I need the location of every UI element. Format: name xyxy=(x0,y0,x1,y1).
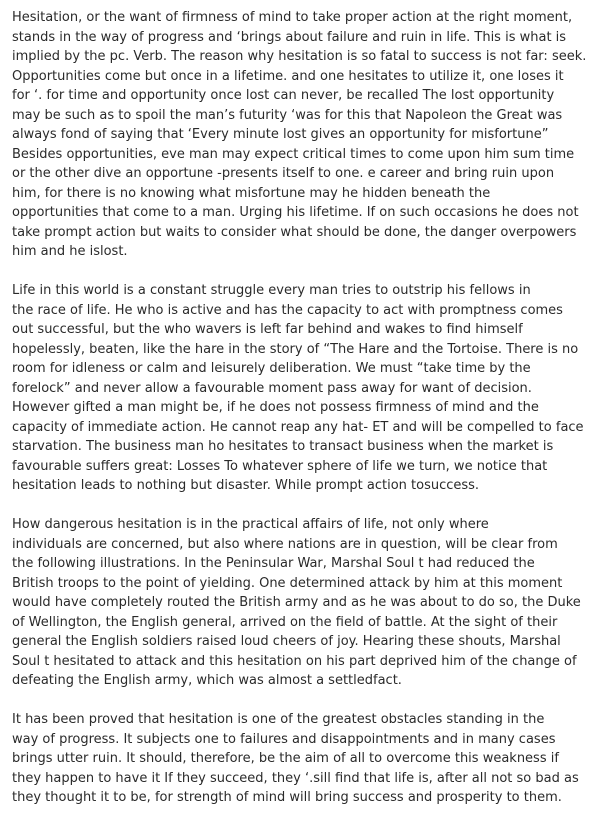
text-line: him, for there is no knowing what misfortune may he hidden beneath the xyxy=(12,185,491,201)
text-line: Besides opportunities, eve man may expect critical times to come upon him sum time xyxy=(12,146,575,162)
text-line: or the other dive an opportune -presents itself to one. e career and bring ruin upon xyxy=(12,166,555,181)
text-line: opportunities that come to a man. Urging his lifetime. If on such occasions he does not xyxy=(12,205,579,220)
text-line: individuals are concerned, but also where nations are in question, will be clear from xyxy=(12,536,558,552)
text-line: How dangerous hesitation is in the practical affairs of life, not only where xyxy=(12,517,489,532)
paragraph-2 xyxy=(12,281,588,496)
text-line: the following illustrations. In the Peninsular War, Marshal Soul t had reduced the xyxy=(12,556,535,571)
text-line: hesitation leads to nothing but disaster. While prompt action tosuccess. xyxy=(12,478,480,493)
text-line: capacity of immediate action. He cannot reap any hat- ET and will be compelled to face xyxy=(12,419,584,435)
text-line: British troops to the point of yielding. One determined attack by him at this moment xyxy=(12,575,563,591)
paragraph-1 xyxy=(12,8,588,262)
text-line: out successful, but the who wavers is left far behind and wakes to find himself xyxy=(12,322,523,337)
text-line: always fond of saying that ‘Every minute lost gives an opportunity for misfortune” xyxy=(12,127,549,142)
text-line: Opportunities come but once in a lifetime. and one hesitates to utilize it, one loses it xyxy=(12,68,564,84)
text-line: they thought it to be, for strength of mind will bring success and prosperity to them. xyxy=(12,790,562,805)
text-line: the race of life. He who is active and has the capacity to act with promptness comes xyxy=(12,302,563,318)
text-line: It has been proved that hesitation is one of the greatest obstacles standing in the xyxy=(12,712,545,727)
text-line: However gifted a man might be, if he does not possess firmness of mind and the xyxy=(12,400,539,415)
text-line: starvation. The business man ho hesitates to transact business when the market is xyxy=(12,439,554,454)
text-line: him and he islost. xyxy=(12,244,128,259)
text-line: brings utter ruin. It should, therefore, be the aim of all to overcome this weakness if xyxy=(12,751,559,766)
text-line: defeating the English army, which was almost a settledfact. xyxy=(12,673,402,688)
text-line: may be such as to spoil the man’s futurity ‘was for this that Napoleon the Great was xyxy=(12,107,563,123)
text-line: hopelessly, beaten, like the hare in the story of “The Hare and the Tortoise. There is no xyxy=(12,341,579,357)
paragraph-4 xyxy=(12,710,588,808)
text-line: Life in this world is a constant struggle every man tries to outstrip his fellows in xyxy=(12,283,531,298)
text-line: implied by the pc. Verb. The reason why hesitation is so fatal to success is not far: seek. xyxy=(12,49,587,64)
text-line: Soul t hesitated to attack and this hesitation on his part deprived him of the change of xyxy=(12,653,577,669)
text-line: general the English soldiers raised loud cheers of joy. Hearing these shouts, Marshal xyxy=(12,634,561,649)
text-line: forelock” and never allow a favourable moment pass away for want of decision. xyxy=(12,380,532,396)
text-line: would have completely routed the British army and as he was about to do so, the Duke xyxy=(12,595,581,610)
text-line: take prompt action but waits to consider what should be done, the danger overpowers xyxy=(12,224,577,240)
text-line: room for idleness or calm and leisurely deliberation. We must “take time by the xyxy=(12,361,531,376)
text-line: Hesitation, or the want of firmness of mind to take proper action at the right moment, xyxy=(12,10,573,25)
text-line: favourable suffers great: Losses To whatever sphere of life we turn, we notice that xyxy=(12,458,548,474)
text-line: stands in the way of progress and ‘brings about failure and ruin in life. This is what is xyxy=(12,29,567,45)
text-line: for ‘. for time and opportunity once lost can never, be recalled The lost opportunity xyxy=(12,88,555,103)
text-line: they happen to have it If they succeed, they ‘.sill find that life is, after all not so bad as xyxy=(12,770,579,786)
text-line: of Wellington, the English general, arrived on the field of battle. At the sight of their xyxy=(12,614,558,630)
text-line: way of progress. It subjects one to failures and disappointments and in many cases xyxy=(12,731,556,747)
paragraph-3 xyxy=(12,515,588,691)
